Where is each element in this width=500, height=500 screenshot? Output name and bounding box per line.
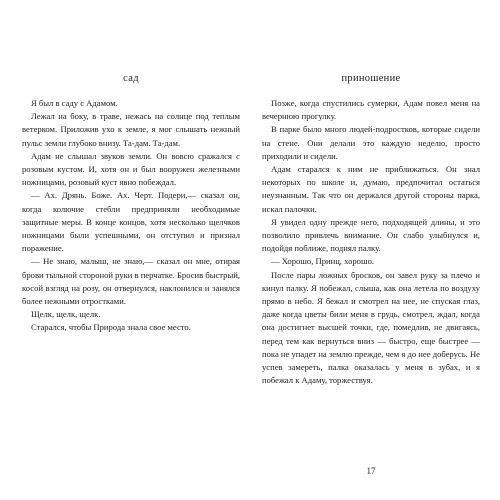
paragraph: Старался, чтобы Природа знала свое место. [31,322,191,333]
paragraph: Щелк, щелк, щелк. [31,309,101,320]
paragraph: Я был в саду с Адамом. [31,98,118,108]
right-page [262,72,480,387]
chapter-title-left: сад [123,73,139,84]
left-page [22,72,240,335]
chapter-title-right: приношение [341,73,401,84]
paragraph: Я увидел одну прежде него, подходящей длины, и это позволило привлечь внимание. Он слабо улыбнулся и, подойдя поближе, поднял палку. [262,216,480,254]
page-number: 17 [366,466,376,476]
paragraph: — Хорошо, Принц, хорошо. [271,256,375,267]
paragraph: В парке было много людей-подростков, которые сидели на стене. Они делали это каждую неделю, просто приходили и сидели. [262,124,480,161]
paragraph: — Не знаю, малыш, не знаю,— сказал он мне, отирая брови тыльной стороной руки в перчатке. Бросив быстрый, косой взгляд на розу, он отвернулся, наклонился и занялся более нежными отростками. [22,256,240,307]
paragraph: — Ах. Дрянь. Боже. Ах. Черт. Подери,— сказал он, когда колючие стебли предприняли необходимые защитные меры. В конце концов, хотя несколько щелчков ножницами были успешными, он отступил и признал поражение. [22,190,240,254]
paragraph: Адам не слышал звуков земли. Он вовсю сражался с розовым кустом. И, хотя он и был вооружен железными ножницами, розовый куст явно побеждал. [22,150,240,188]
paragraph: Адам старался к ним не приближаться. Он знал некоторых по школе и, думаю, предпочитал остаться неузнанным. Так что он держался другой стороны парка, искал палочки. [262,164,480,214]
paragraph: После пары ложных бросков, он завел руку за плечо и кинул палку. Я побежал, слыша, как она летела по воздуху прямо в небо. Я бежал и смотрел на нее, не спуская глаз, даже когда цветы били меня в грудь, смотрел, ждал, когда она достигнет высшей точки, где, помедлив, не двигаясь, перед тем как вернуться вниз — быстро, еще быстрее — пока не упадет на землю прежде, чем я до нее доберусь. Не успев замереть, палка оказалась у меня в зубах, и я побежал к Адаму, торжествуя. [262,269,480,386]
paragraph: Позже, когда спустились сумерки, Адам повел меня на вечернюю прогулку. [262,98,480,122]
paragraph: Лежал на боку, в траве, нежась на солнце под теплым ветерком. Приложив ухо к земле, я мог слышать нежный пульс земли глубоко внизу. Та-дам. Та-дам. [22,111,240,148]
